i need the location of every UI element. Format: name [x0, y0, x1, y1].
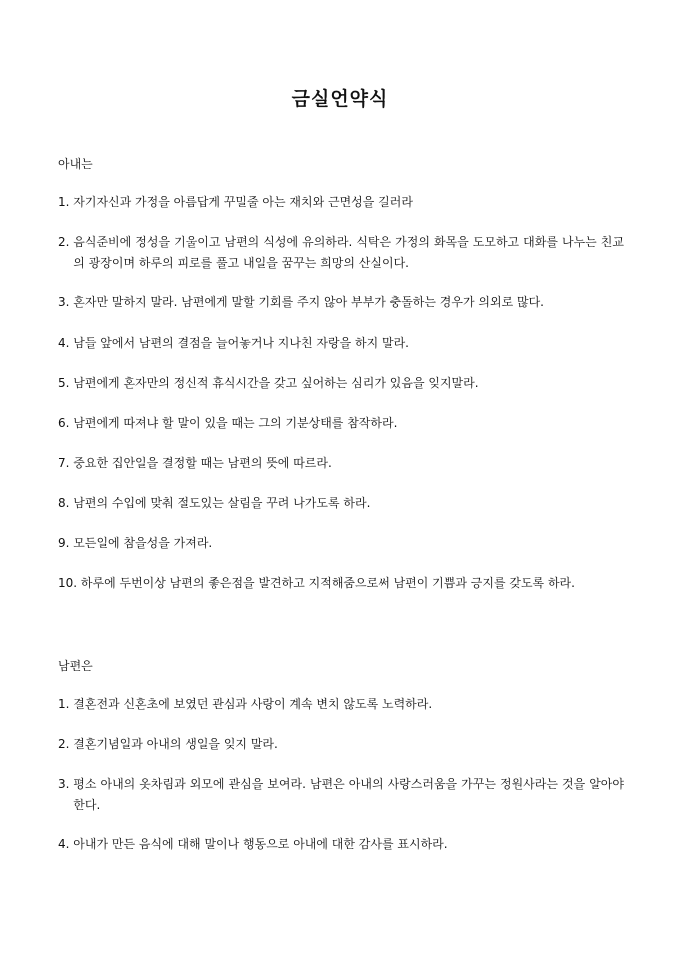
item-text: 음식준비에 정성을 기울이고 남편의 식성에 유의하라. 식탁은 가정의 화목을 도모하고 대화를 나누는 친교의 광장이며 하루의 피로를 풀고 내일을 꿈꾸는 희망의 산실이다. — [73, 235, 624, 270]
list-item — [58, 453, 624, 474]
list-item — [58, 232, 624, 274]
list-item — [58, 734, 624, 755]
item-number: 4. — [58, 336, 74, 350]
list-item — [58, 373, 624, 394]
item-text: 남편에게 따져냐 할 말이 있을 때는 그의 기분상태를 참작하라. — [73, 416, 398, 430]
item-number: 3. — [58, 295, 74, 309]
item-number: 8. — [58, 496, 74, 510]
item-text: 자기자신과 가정을 아름답게 꾸밀줄 아는 재치와 근면성을 길러라 — [73, 195, 413, 209]
list-item — [58, 834, 624, 855]
item-text: 아내가 만든 음식에 대해 말이나 행동으로 아내에 대한 감사를 표시하라. — [73, 837, 448, 851]
list-item — [58, 774, 624, 816]
list-item — [58, 413, 624, 434]
item-number: 10. — [58, 576, 81, 590]
item-number: 3. — [58, 777, 74, 791]
item-text: 남들 앞에서 남편의 결점을 늘어놓거나 지나친 자랑을 하지 말라. — [73, 336, 409, 350]
item-text: 하루에 두번이상 남편의 좋은점을 발견하고 지적해줌으로써 남편이 기쁨과 긍지를 갖도록 하라. — [80, 576, 575, 590]
section-heading-husband: 남편은 — [58, 659, 93, 673]
item-number: 7. — [58, 456, 74, 470]
item-text: 모든일에 참을성을 가져라. — [73, 536, 213, 550]
list-item — [58, 292, 624, 313]
item-text: 평소 아내의 옷차림과 외모에 관심을 보여라. 남편은 아내의 사랑스러움을 가꾸는 정원사라는 것을 알아야한다. — [73, 777, 624, 812]
list-item — [58, 192, 624, 213]
item-number: 1. — [58, 697, 74, 711]
item-text: 남편의 수입에 맞춰 절도있는 살림을 꾸려 나가도록 하라. — [73, 496, 371, 510]
item-text: 결혼기념일과 아내의 생일을 잊지 말라. — [73, 737, 278, 751]
item-text: 중요한 집안일을 결정할 때는 남편의 뜻에 따르라. — [73, 456, 332, 470]
item-text: 남편에게 혼자만의 정신적 휴식시간을 갖고 싶어하는 심리가 있음을 잊지말라. — [73, 376, 479, 390]
item-number: 9. — [58, 536, 74, 550]
list-item — [58, 573, 624, 594]
list-item — [58, 493, 624, 514]
list-item — [58, 533, 624, 554]
item-number: 2. — [58, 235, 74, 249]
item-number: 2. — [58, 737, 74, 751]
item-number: 1. — [58, 195, 74, 209]
item-text: 혼자만 말하지 말라. 남편에게 말할 기회를 주지 않아 부부가 충돌하는 경우가 의외로 많다. — [73, 295, 544, 309]
document-title: 금실언약식 — [291, 88, 389, 110]
list-item — [58, 333, 624, 354]
item-number: 6. — [58, 416, 74, 430]
item-number: 4. — [58, 837, 74, 851]
item-number: 5. — [58, 376, 74, 390]
list-item — [58, 694, 624, 715]
item-text: 결혼전과 신혼초에 보였던 관심과 사랑이 계속 변치 않도록 노력하라. — [73, 697, 433, 711]
section-heading-wife: 아내는 — [58, 157, 93, 171]
